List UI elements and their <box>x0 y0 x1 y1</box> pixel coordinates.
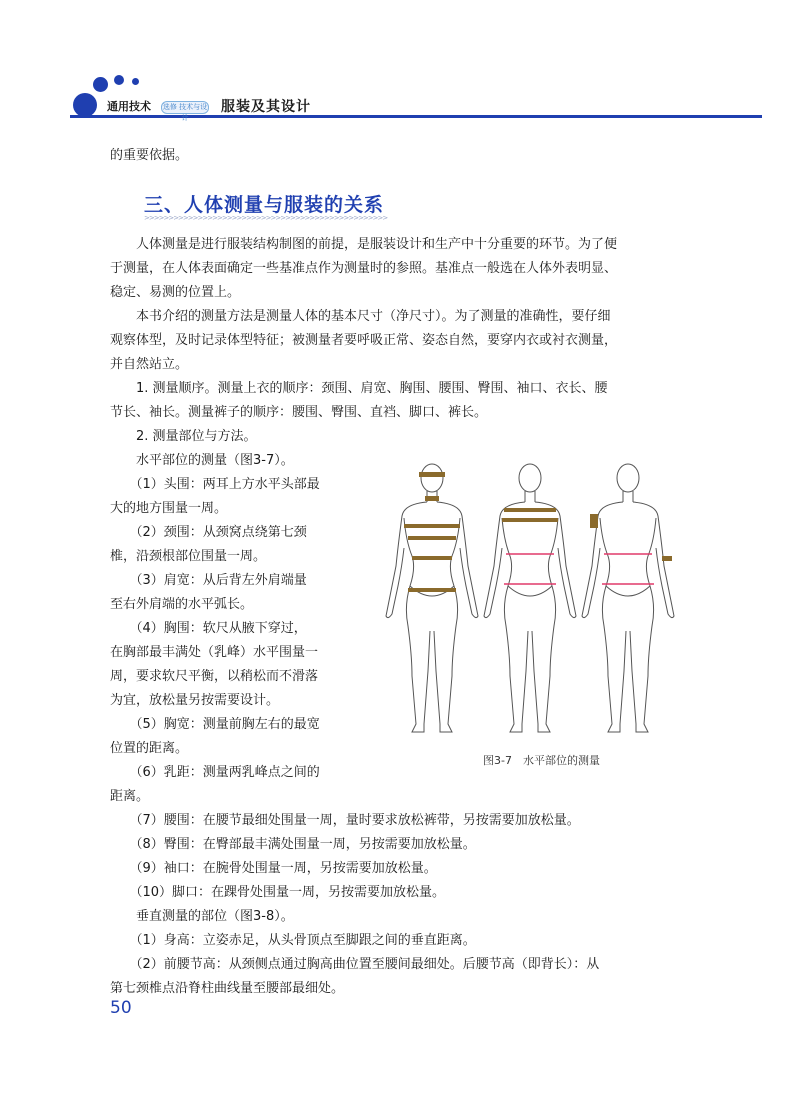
body-line: 人体测量是进行服装结构制图的前提，是服装设计和生产中十分重要的环节。为了便 <box>110 237 618 252</box>
chest-band-2 <box>502 518 558 522</box>
body-line: 于测量，在人体表面确定一些基准点作为测量时的参照。基准点一般选在人体外表明显、 <box>110 261 618 276</box>
body-line: 水平部位的测量（图3-7）。 <box>110 453 294 468</box>
body-line: 观察体型，及时记录体型特征；被测量者要呼吸正常、姿态自然，要穿内衣或衬衣测量， <box>110 333 618 348</box>
body-line: （1）头围：两耳上方水平头部最 <box>110 477 320 492</box>
header-rule <box>70 115 762 118</box>
header-dot-large <box>73 93 97 117</box>
chapter-title: 服装及其设计 <box>221 99 311 115</box>
body-line: 1. 测量顺序。测量上衣的顺序：颈围、肩宽、胸围、腰围、臀围、袖口、衣长、腰 <box>110 381 608 396</box>
body-line: 周，要求软尺平衡，以稍松而不滑落 <box>110 669 319 684</box>
body-line: 距离。 <box>110 789 150 804</box>
body-line: 稳定、易测的位置上。 <box>110 285 241 300</box>
body-line: （1）身高：立姿赤足，从头骨顶点至脚跟之间的垂直距离。 <box>110 933 476 948</box>
body-line: （9）袖口：在腕骨处围量一周，另按需要加放松量。 <box>110 861 437 876</box>
shoulder-band <box>504 508 556 512</box>
body-line: 大的地方围量一周。 <box>110 501 228 516</box>
body-line: 节长、袖长。测量裤子的顺序：腰围、臀围、直裆、脚口、裤长。 <box>110 405 488 420</box>
body-line: 为宜，放松量另按需要设计。 <box>110 693 280 708</box>
body-line: （10）脚口：在踝骨处围量一周，另按需要加放松量。 <box>110 885 446 900</box>
section-title: 三、人体测量与服装的关系 <box>144 194 385 216</box>
head-band <box>419 472 445 477</box>
middle-figure <box>484 464 576 732</box>
section-underline: >>>>>>>>>>>>>>>>>>>>>>>>>>>>>>>>>>>>>>>>>>>>>>>>>> <box>144 214 388 222</box>
body-line: 本书介绍的测量方法是测量人体的基本尺寸（净尺寸）。为了测量的准确性，要仔细 <box>110 309 611 324</box>
figure-caption: 图3-7 水平部位的测量 <box>483 754 600 767</box>
text-line-top: 的重要依据。 <box>110 148 189 163</box>
arm-band <box>590 514 598 528</box>
body-line: 2. 测量部位与方法。 <box>110 429 257 444</box>
body-line: （6）乳距：测量两乳峰点之间的 <box>110 765 320 780</box>
body-figures-illustration <box>380 448 680 748</box>
bust-band <box>408 536 456 540</box>
figure-horizontal-measurement <box>380 448 680 748</box>
hip-band <box>408 588 456 592</box>
body-line: 在胸部最丰满处（乳峰）水平围量一 <box>110 645 319 660</box>
header-dot-small <box>114 75 124 85</box>
body-line: 位置的距离。 <box>110 741 189 756</box>
front-figure <box>386 464 478 732</box>
header-dot-medium <box>93 77 108 92</box>
body-line: 至右外肩端的水平弧长。 <box>110 597 254 612</box>
body-line: （2）前腰节高：从颈侧点通过胸高曲位置至腰间最细处。后腰节高（即背长）：从 <box>110 957 600 972</box>
body-line: 椎，沿颈根部位围量一周。 <box>110 549 267 564</box>
waist-band <box>412 556 452 560</box>
header-dot-tiny <box>132 78 139 85</box>
body-line: （7）腰围：在腰节最细处围量一周，量时要求放松裤带，另按需要加放松量。 <box>110 813 580 828</box>
body-line: 垂直测量的部位（图3-8）。 <box>110 909 294 924</box>
page-number: 50 <box>110 998 132 1018</box>
body-line: 并自然站立。 <box>110 357 189 372</box>
body-line: （8）臀围：在臀部最丰满处围量一周，另按需要加放松量。 <box>110 837 476 852</box>
neck-band <box>425 496 439 501</box>
series-pill: 选修 技术与设计 <box>162 103 208 122</box>
back-figure <box>582 464 674 732</box>
page-header <box>0 0 800 130</box>
wrist-band <box>662 556 672 561</box>
series-label: 通用技术 <box>107 100 151 113</box>
body-line: （3）肩宽：从后背左外肩端量 <box>110 573 307 588</box>
body-line: （4）胸围：软尺从腋下穿过， <box>110 621 307 636</box>
chest-band <box>404 524 460 528</box>
body-line: （5）胸宽：测量前胸左右的最宽 <box>110 717 320 732</box>
body-line: （2）颈围：从颈窝点绕第七颈 <box>110 525 307 540</box>
body-line: 第七颈椎点沿脊柱曲线量至腰部最细处。 <box>110 981 345 996</box>
